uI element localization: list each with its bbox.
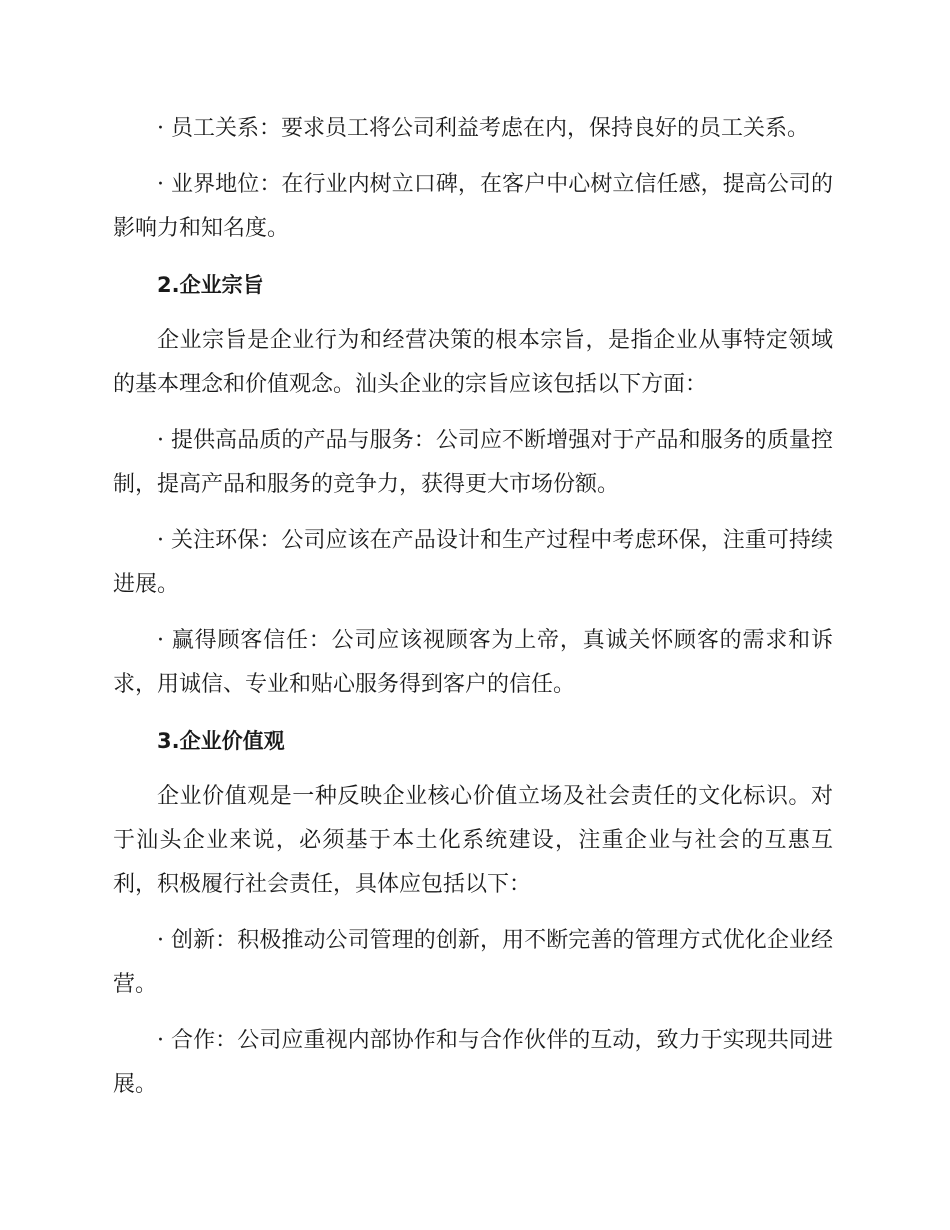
bullet-employee-relations: · 员工关系：要求员工将公司利益考虑在内，保持良好的员工关系。 (157, 116, 809, 141)
bullet-high-quality: · 提供高品质的产品与服务：公司应不断增强对于产品和服务的质量控制，提高产品和服务的竞争力，获得更大市场份额。 (113, 428, 833, 497)
document-page (113, 107, 833, 1119)
values-intro-paragraph: 企业价值观是一种反映企业核心价值立场及社会责任的文化标识。对于汕头企业来说，必须基于本土化系统建设，注重企业与社会的互惠互利，积极履行社会责任，具体应包括以下： (113, 784, 833, 897)
section-heading-purpose: 2.企业宗旨 (157, 273, 264, 297)
bullet-environment: · 关注环保：公司应该在产品设计和生产过程中考虑环保，注重可持续进展。 (113, 528, 833, 597)
bullet-cooperation: · 合作：公司应重视内部协作和与合作伙伴的互动，致力于实现共同进展。 (113, 1028, 833, 1097)
bullet-industry-position: · 业界地位：在行业内树立口碑，在客户中心树立信任感，提高公司的影响力和知名度。 (113, 172, 833, 241)
purpose-intro-paragraph: 企业宗旨是企业行为和经营决策的根本宗旨，是指企业从事特定领域的基本理念和价值观念。汕头企业的宗旨应该包括以下方面： (113, 328, 833, 397)
section-heading-values: 3.企业价值观 (157, 729, 285, 753)
bullet-customer-trust: · 赢得顾客信任：公司应该视顾客为上帝，真诚关怀顾客的需求和诉求，用诚信、专业和贴心服务得到客户的信任。 (113, 628, 833, 697)
bullet-innovation: · 创新：积极推动公司管理的创新，用不断完善的管理方式优化企业经营。 (113, 928, 833, 997)
